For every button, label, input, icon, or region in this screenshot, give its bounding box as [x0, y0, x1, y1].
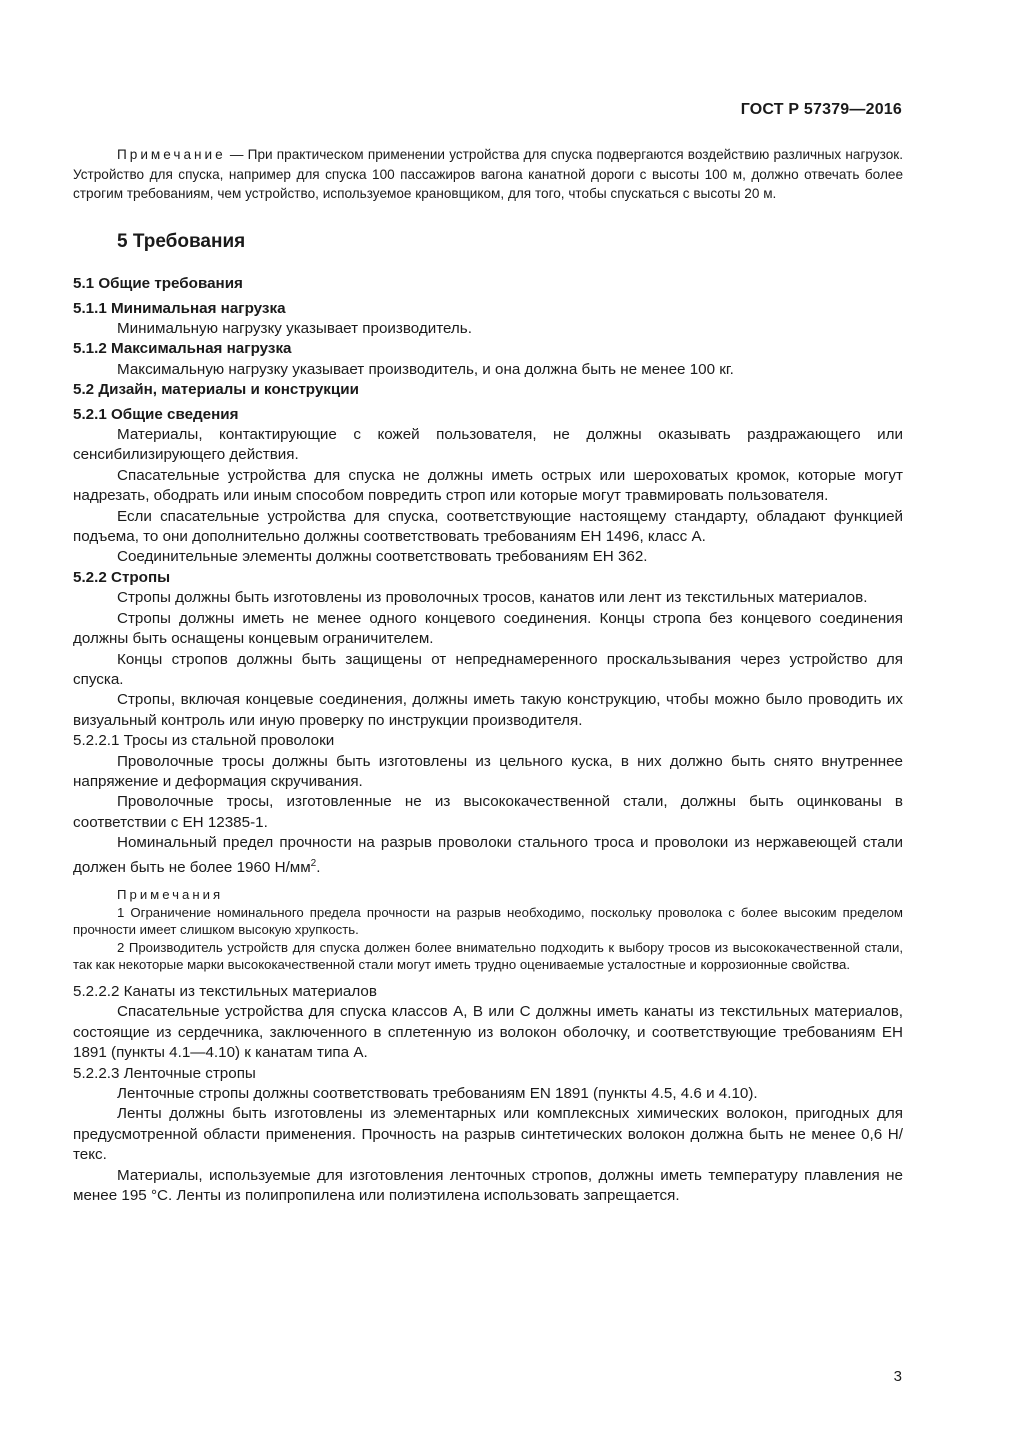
paragraph: Ленты должны быть изготовлены из элементарных или комплексных химических волокон, пригодных для предусмотренной области применения. Прочность на разрыв синтетических волокон должна быть не менее 0,6 Н/текс. [73, 1105, 903, 1164]
clause-5-1-2-title: 5.1.2 Максимальная нагрузка [73, 340, 292, 358]
clause-5-2-2-title: 5.2.2 Стропы [73, 568, 171, 586]
intro-note-label: Примечание [117, 147, 226, 162]
paragraph: Материалы, используемые для изготовления ленточных стропов, должны иметь температуру плавления не менее 195 °С. Ленты из полипропилена или полиэтилена использовать запрещается. [73, 1166, 903, 1205]
paragraph: Стропы должны иметь не менее одного концевого соединения. Концы стропа без концевого соединения должны быть оснащены концевым ограничителем. [73, 609, 903, 648]
clause-5-1-1-text: Минимальную нагрузку указывает производитель. [117, 320, 472, 337]
paragraph: Соединительные элементы должны соответствовать требованиям ЕН 362. [117, 548, 648, 566]
note-item: 1 Ограничение номинального предела прочности на разрыв необходимо, поскольку проволока с более высоким пределом прочности имеет слишком высокую хрупкость. [73, 904, 903, 938]
paragraph: Спасательные устройства для спуска не должны иметь острых или шероховатых кромок, которые могут надрезать, ободрать или иным способом повредить строп или которые могут травмировать пользователя. [73, 466, 903, 505]
clause-5-2-2-1-title: 5.2.2.1 Тросы из стальной проволоки [73, 732, 335, 750]
paragraph: Стропы, включая концевые соединения, должны иметь такую конструкцию, чтобы можно было проводить их визуальный контроль или иную проверку по инструкции производителя. [73, 691, 903, 729]
paragraph: Проволочные тросы, изготовленные не из высококачественной стали, должны быть оцинкованы в соответствии с ЕН 12385-1. [73, 793, 903, 831]
clause-5-2-1-title: 5.2.1 Общие сведения [73, 405, 239, 423]
section-title: 5 Требования [117, 230, 246, 252]
paragraph: Номинальный предел прочности на разрыв проволоки стального троса и проволоки из нержавеющей стали должен быть не более 1960 $Н/мм^2$. [73, 834, 903, 876]
notes-label: Примечания [117, 887, 224, 903]
notes-block [73, 886, 903, 974]
paragraph: Проволочные тросы должны быть изготовлены из цельного куска, в них должно быть снято внутреннее напряжение и деформация скручивания. [73, 752, 903, 790]
paragraph: Ленточные стропы должны соответствовать требованиям EN 1891 (пункты 4.5, 4.6 и 4.10). [117, 1085, 758, 1103]
paragraph: Материалы, контактирующие с кожей пользователя, не должны оказывать раздражающего или сенсибилизирующего действия. [73, 426, 903, 464]
paragraph: Концы стропов должны быть защищены от непреднамеренного проскальзывания через устройство для спуска. [73, 650, 903, 688]
clause-5-1-1-title: 5.1.1 Минимальная нагрузка [73, 299, 286, 317]
document-header: ГОСТ Р 57379—2016 [740, 101, 902, 118]
paragraph: Спасательные устройства для спуска классов А, В или С должны иметь канаты из текстильных материалов, состоящие из сердечника, заключенного в сплетенную из волокон оболочку, и соответствующие требованиям ЕН 1891 (пункты 4.1—4.10) к канатам типа А. [73, 1003, 903, 1062]
clause-5-2-2-3-title: 5.2.2.3 Ленточные стропы [73, 1064, 256, 1082]
intro-note-text: — При практическом применении устройства для спуска подвергаются воздействию различных нагрузок. Устройство для спуска, например для спуска 100 пассажиров вагона канатной дороги с высоты 100 м, должно отвечать более строгим требованиям, чем устройство, используемое крановщиком, для того, чтобы спускаться с высоты 20 м. [73, 147, 904, 202]
subsection-5-1-title: 5.1 Общие требования [73, 275, 243, 293]
page-number: 3 [893, 1368, 902, 1385]
note-item: 2 Производитель устройств для спуска должен более внимательно подходить к выбору тросов из высококачественной стали, так как некоторые марки высококачественной стали могут иметь трудно оцениваемые усталостные и коррозионные свойства. [73, 939, 903, 973]
clause-5-1-2-text: Максимальную нагрузку указывает производитель, и она должна быть не менее 100 кг. [117, 360, 734, 378]
intro-note [73, 145, 903, 204]
clause-5-2-2-2-title: 5.2.2.2 Канаты из текстильных материалов [73, 983, 377, 1000]
document-body [73, 145, 903, 1206]
paragraph: Если спасательные устройства для спуска, соответствующие настоящему стандарту, обладают функцией подъема, то они дополнительно должны соответствовать требованиям ЕН 1496, класс А. [73, 507, 903, 546]
paragraph: Стропы должны быть изготовлены из проволочных тросов, канатов или лент из текстильных материалов. [117, 589, 868, 607]
subsection-5-2-title: 5.2 Дизайн, материалы и конструкции [73, 381, 359, 399]
